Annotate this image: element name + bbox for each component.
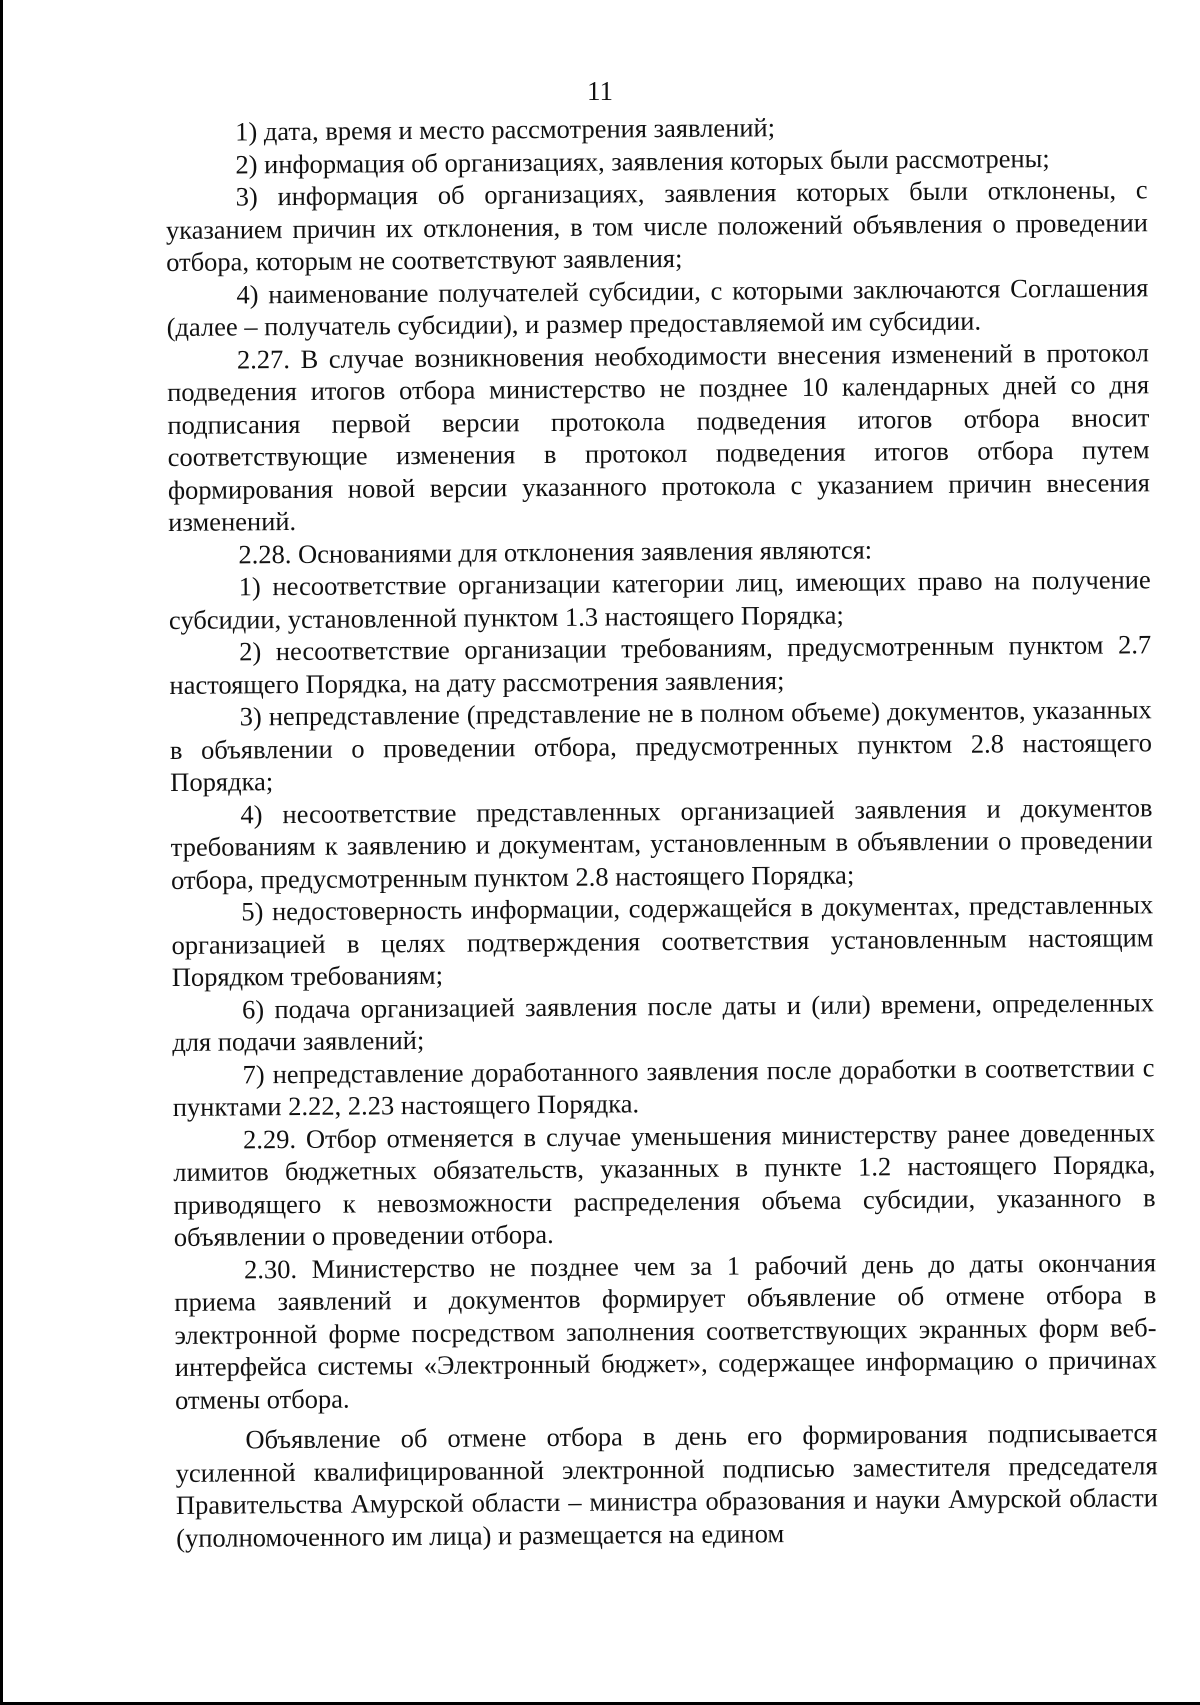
paragraph-reason-5: 5) недостоверность информации, содержащейся в документах, представленных организацией в целях подтверждения соответствия установленным настоящим Порядком требованиям;: [171, 889, 1154, 992]
paragraph-reason-2: 2) несоответствие организации требованиям, предусмотренным пунктом 2.7 настоящего Порядка, на дату рассмотрения заявления;: [169, 629, 1152, 700]
paragraph-2-27: 2.27. В случае возникновения необходимости внесения изменений в протокол подведения итогов отбора министерство не позднее 10 календарных дней со дня подписания первой версии протокола подведения итогов отбора вносит соответствующие изменения в протокол подведения итогов отбора путем формирования новой версии указанного протокола с указанием причин внесения изменений.: [167, 336, 1151, 537]
document-body: [165, 108, 1158, 1554]
paragraph-reason-4: 4) несоответствие представленных организацией заявления и документов требованиям к заявлению и документам, установленным в объявлении о проведении отбора, предусмотренным пунктом 2.8 настоящего Порядка;: [170, 791, 1153, 895]
paragraph-item-3: 3) информация об организациях, заявления которых были отклонены, с указанием причин их отклонения, в том числе положений объявления о проведении отбора, которым не соответствуют заявления;: [165, 174, 1148, 277]
page-number: 11: [587, 76, 613, 106]
paragraph-2-30: 2.30. Министерство не позднее чем за 1 рабочий день до даты окончания приема заявлений и документов формирует объявление об отмене отбора в электронной форме посредством заполнения соответствующих экранных форм веб-интерфейса системы «Электронный бюджет», содержащее информацию о причинах отмены отбора.: [174, 1246, 1157, 1415]
paragraph-reason-3: 3) непредставление (представление не в полном объеме) документов, указанных в объявлении о проведении отбора, предусмотренных пунктом 2.8 настоящего Порядка;: [169, 694, 1153, 797]
paragraph-reason-6: 6) подача организацией заявления после даты и (или) времени, определенных для подачи заявлений;: [172, 986, 1155, 1057]
paragraph-2-29: 2.29. Отбор отменяется в случае уменьшения министерству ранее доведенных лимитов бюджетных обязательств, указанных в пункте 1.2 настоящего Порядка, приводящего к невозможности распределения объема субсидии, указанного в объявлении о проведении отбора.: [173, 1116, 1156, 1252]
scan-border-left: [0, 0, 3, 1705]
paragraph-2-28: 2.28. Основаниями для отклонения заявления являются:: [238, 533, 873, 569]
paragraph-reason-1: 1) несоответствие организации категории лиц, имеющих право на получение субсидии, установленной пунктом 1.3 настоящего Порядка;: [168, 564, 1151, 635]
paragraph-item-1: 1) дата, время и место рассмотрения заявлений;: [235, 112, 776, 147]
paragraph-item-4: 4) наименование получателей субсидии, с которыми заключаются Соглашения (далее – получатель субсидии), и размер предоставляемой им субсидии.: [166, 271, 1149, 342]
paragraph-reason-7: 7) непредставление доработанного заявления после доработки в соответствии с пунктами 2.22, 2.23 настоящего Порядка.: [172, 1051, 1155, 1122]
paragraph-cancel-announcement: Объявление об отмене отбора в день его формирования подписывается усиленной квалифицированной электронной подписью заместителя председателя Правительства Амурской области – министра образования и науки Амурской области (уполномоченного им лица) и размещается на едином: [175, 1417, 1158, 1553]
paragraph-item-2: 2) информация об организациях, заявления которых были рассмотрены;: [235, 142, 1050, 179]
